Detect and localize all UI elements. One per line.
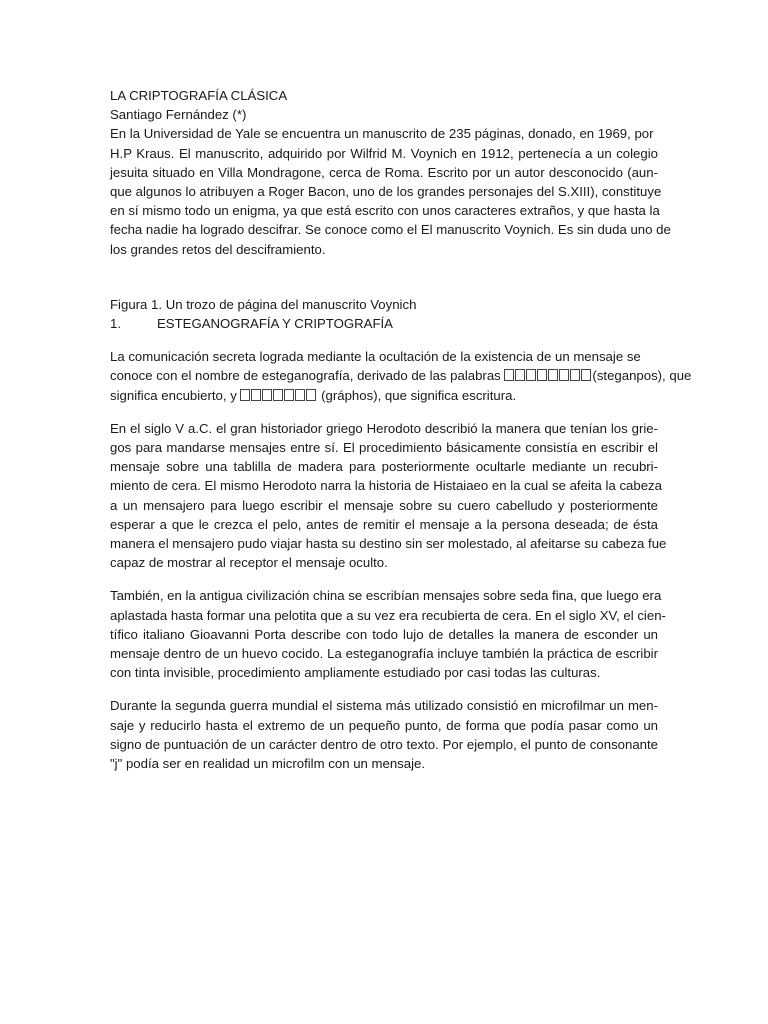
intro-paragraph — [110, 144, 671, 259]
section-heading — [110, 314, 658, 333]
missing-glyph-icon — [515, 369, 525, 381]
missing-glyph-icon — [295, 389, 305, 401]
missing-glyph-icon — [526, 369, 536, 381]
document-title: LA CRIPTOGRAFÍA CLÁSICA — [110, 88, 288, 103]
text-line: fecha nadie ha logrado descifrar. Se conoce como el El manuscrito Voynich. Es sin duda uno de — [110, 222, 671, 238]
missing-glyph-icon — [504, 369, 514, 381]
text-line: los grandes retos del desciframiento. — [110, 241, 326, 257]
text-line: saje y reducirlo hasta el extremo de un pequeño punto, de forma que podía pasar como un — [110, 717, 658, 733]
paragraph-china — [110, 586, 666, 682]
text-line: signo de puntuación de un carácter dentro de otro texto. Por ejemplo, el punto de consonante — [110, 736, 658, 752]
missing-glyph-icon — [548, 369, 558, 381]
text-line: manera el mensajero pudo viajar hasta su destino sin ser molestado, al afeitarse su cabeza fue — [110, 536, 667, 552]
missing-glyph-icon — [570, 369, 580, 381]
missing-glyph-icon — [240, 389, 250, 401]
missing-glyph-icon — [262, 389, 272, 401]
text-line: miento de cera. El mismo Herodoto narra la historia de Histaiaeo en la cual se afeita la cabeza — [110, 478, 662, 494]
section-number: 1. — [110, 316, 121, 332]
text-line: a un mensajero para luego escribir el mensaje sobre su cuero cabelludo y posteriormente — [110, 497, 658, 513]
text-line: aplastada hasta formar una pelotita que a su vez era recubierta de cera. En el siglo XV, el cien- — [110, 607, 666, 623]
text-segment: significa encubierto, y — [110, 387, 241, 403]
text-line: capaz de mostrar al receptor el mensaje oculto. — [110, 555, 388, 571]
text-segment: (steganpos), que — [592, 368, 692, 384]
missing-glyph-icon — [581, 369, 591, 381]
document-body — [110, 86, 692, 787]
text-line: H.P Kraus. El manuscrito, adquirido por Wilfrid M. Voynich en 1912, pertenecía a un colegio — [110, 145, 658, 161]
text-line: La comunicación secreta lograda mediante la ocultación de la existencia de un mensaje se — [110, 349, 641, 365]
text-segment: conoce con el nombre de esteganografía, derivado de las palabras — [110, 368, 505, 384]
missing-glyph-icon — [284, 389, 294, 401]
intro-first-line: En la Universidad de Yale se encuentra un manuscrito de 235 páginas, donado, en 1969, por — [110, 126, 654, 142]
text-line: "j" podía ser en realidad un microfilm con un mensaje. — [110, 756, 426, 772]
text-line — [110, 366, 692, 385]
text-line: En el siglo V a.C. el gran historiador griego Herodoto describió la manera que tenían los grie- — [110, 420, 658, 436]
missing-glyph-icon — [273, 389, 283, 401]
missing-glyph-icon — [559, 369, 569, 381]
text-line: que algunos lo atribuyen a Roger Bacon, uno de los grandes personajes del S.XIII), constituye — [110, 184, 662, 200]
text-line: mensaje sobre una tablilla de madera para posteriormente ocultarle mediante un recubri- — [110, 459, 658, 475]
text-line: También, en la antigua civilización china se escribían mensajes sobre seda fina, que luego era — [110, 588, 662, 604]
section-title: ESTEGANOGRAFÍA Y CRIPTOGRAFÍA — [157, 316, 393, 332]
document-author: Santiago Fernández (*) — [110, 107, 247, 123]
text-segment: (gráphos), que significa escritura. — [317, 387, 517, 403]
paragraph-steganography-definition — [110, 347, 692, 405]
text-line: esperar a que le crezca el pelo, antes de remitir el mensaje a la persona deseada; de ésta — [110, 516, 658, 532]
figure-caption: Figura 1. Un trozo de página del manuscrito Voynich — [110, 296, 417, 312]
paragraph-microfilm — [110, 696, 658, 773]
text-line — [110, 386, 658, 405]
text-line: tífico italiano Gioavanni Porta describe con todo lujo de detalles la manera de esconder un — [110, 626, 658, 642]
text-line: jesuita situado en Villa Mondragone, cerca de Roma. Escrito por un autor desconocido (aun- — [110, 164, 658, 180]
text-line: Durante la segunda guerra mundial el sistema más utilizado consistió en microfilmar un men- — [110, 698, 658, 714]
missing-glyph-icon — [537, 369, 547, 381]
missing-glyph-icon — [306, 389, 316, 401]
missing-glyph-icon — [251, 389, 261, 401]
text-line: mensaje dentro de un huevo cocido. La esteganografía incluye también la práctica de escribir — [110, 646, 658, 662]
text-line: con tinta invisible, procedimiento ampliamente estudiado por casi todas las culturas. — [110, 665, 601, 681]
text-line: en sí mismo todo un enigma, ya que está escrito con unos caracteres extraños, y que hasta la — [110, 203, 660, 219]
text-line: gos para mandarse mensajes entre sí. El procedimiento básicamente consistía en escribir el — [110, 440, 658, 456]
paragraph-herodotus — [110, 419, 667, 573]
